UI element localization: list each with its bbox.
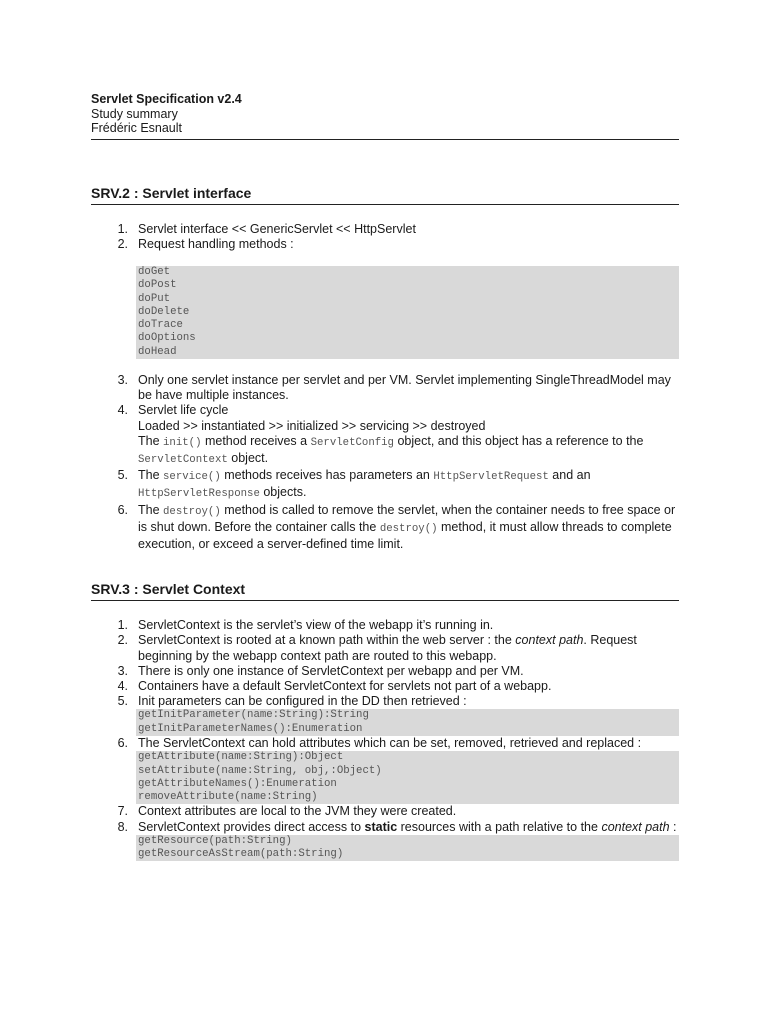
list-item: 1. ServletContext is the servlet’s view of the webapp it’s running in. [117, 618, 494, 633]
list-item: 5. The service() methods receives has parameters an HttpServletRequest and an HttpServletResponse objects. [117, 468, 591, 501]
srv3-list-c [91, 804, 679, 834]
code-block-init-params [136, 709, 679, 736]
code-line: doPost [138, 279, 177, 292]
list-item-text: ServletContext provides direct access to static resources with a path relative to the context path : [138, 819, 677, 834]
srv3-list-b [91, 736, 679, 751]
document-title: Servlet Specification v2.4 [91, 92, 242, 106]
code-line: doGet [138, 265, 171, 278]
srv2-list [91, 222, 679, 252]
list-item: 1. Servlet interface << GenericServlet << HttpServlet [117, 221, 416, 236]
list-item: 4. Servlet life cycle Loaded >> instantiated >> initialized >> servicing >> destroyed The init() method receives a ServletConfig object, and this object has a reference to the ServletContext object. [91, 403, 679, 468]
list-item-text: Only one servlet instance per servlet and per VM. Servlet implementing SingleThreadModel may be have multiple instances. [138, 372, 671, 403]
list-item: 6. The ServletContext can hold attributes which can be set, removed, retrieved and replaced : [117, 736, 642, 751]
srv2-list-continued [91, 373, 679, 552]
code-line: removeAttribute(name:String) [138, 791, 318, 804]
code-line: setAttribute(name:String, obj,:Object) [138, 764, 382, 777]
list-item: 3. There is only one instance of ServletContext per webapp and per VM. [117, 663, 524, 678]
code-block-attributes [136, 751, 679, 804]
list-item: 5. Init parameters can be configured in the DD then retrieved : [117, 694, 467, 709]
list-item: 2. Request handling methods : [117, 236, 294, 251]
document-subtitle: Study summary [91, 106, 178, 121]
list-item-text: ServletContext is the servlet’s view of the webapp it’s running in. [138, 618, 494, 633]
list-item: 6. The destroy() method is called to remove the servlet, when the container needs to free space or is shut down. Before the container calls the destroy() method, it must allow threads to complete execution, or exceed a server-defined time limit. [117, 502, 676, 552]
list-item-text: Init parameters can be configured in the DD then retrieved : [138, 694, 467, 709]
list-item: 7. Context attributes are local to the JVM they were created. [117, 804, 457, 819]
lifecycle-text: Loaded >> instantiated >> initialized >> servicing >> destroyed [138, 418, 486, 433]
list-item: 2. ServletContext is rooted at a known path within the web server : the context path. Request beginning by the webapp context path are routed to this webapp. [117, 633, 637, 663]
destroy-text: The destroy() method is called to remove the servlet, when the container needs to free space or is shut down. Before the container calls the destroy() method, it must allow threads to complete execution, or exceed a server-defined time limit. [138, 502, 676, 552]
section-title-srv3: SRV.3 : Servlet Context [91, 580, 679, 601]
code-line: getInitParameterNames():Enumeration [138, 722, 363, 735]
code-line: getResource(path:String) [138, 834, 292, 847]
code-block-resources [136, 835, 679, 862]
code-line: doOptions [138, 332, 196, 345]
section-title-srv2: SRV.2 : Servlet interface [91, 184, 679, 205]
list-item: 3. Only one servlet instance per servlet and per VM. Servlet implementing SingleThreadModel may be have multiple instances. [117, 372, 671, 403]
service-text: The service() methods receives has parameters an HttpServletRequest and an HttpServletResponse objects. [138, 468, 591, 501]
list-item-text: Servlet life cycle [138, 403, 229, 418]
code-line: getAttributeNames():Enumeration [138, 777, 337, 790]
list-item-text: Context attributes are local to the JVM they were created. [138, 804, 457, 819]
list-item-text: Containers have a default ServletContext for servlets not part of a webapp. [138, 679, 552, 694]
code-line: doPut [138, 292, 171, 305]
list-item: 4. Containers have a default ServletContext for servlets not part of a webapp. [117, 679, 552, 694]
code-line: doTrace [138, 319, 183, 332]
document-page [91, 92, 679, 861]
list-item-text: There is only one instance of ServletContext per webapp and per VM. [138, 663, 524, 678]
list-item-text: ServletContext is rooted at a known path within the web server : the context path. Request beginning by the webapp context path are routed to this webapp. [138, 633, 637, 663]
srv3-list [91, 618, 679, 709]
code-line: doDelete [138, 305, 190, 318]
code-line: getResourceAsStream(path:String) [138, 848, 344, 861]
list-item-text: Request handling methods : [138, 236, 294, 251]
init-text: The init() method receives a ServletConfig object, and this object has a reference to the ServletContext object. [138, 433, 644, 466]
code-line: getInitParameter(name:String):String [138, 709, 369, 722]
code-line: getAttribute(name:String):Object [138, 751, 344, 764]
document-header [91, 92, 679, 136]
code-block-request-methods [136, 266, 679, 359]
code-line: doHead [138, 345, 177, 358]
list-item: 8. ServletContext provides direct access to static resources with a path relative to the context path : [117, 819, 677, 834]
list-item-text: The ServletContext can hold attributes which can be set, removed, retrieved and replaced : [138, 736, 642, 751]
list-item-text: Servlet interface << GenericServlet << HttpServlet [138, 221, 416, 236]
document-author: Frédéric Esnault [91, 121, 183, 135]
